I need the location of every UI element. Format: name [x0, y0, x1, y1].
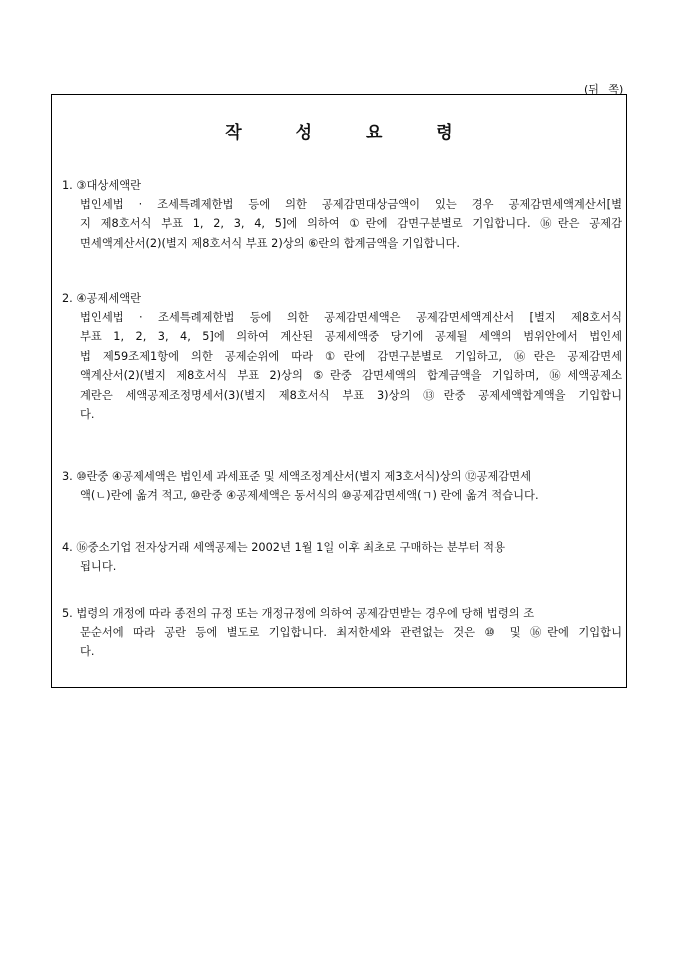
section-heading: 1. ③대상세액란 — [62, 179, 142, 192]
section-line: 액(ㄴ)란에 옮겨 적고, ⑩란중 ④공제세액은 동서식의 ⑩공제감면세액(ㄱ) 란에 옮겨 적습니다. — [80, 489, 539, 502]
section-heading: 2. ④공제세액란 — [62, 292, 142, 305]
section-line: 계란은 세액공제조정명세서(3)(별지 제8호서식 부표 3)상의 ⑬란중 공제세액합계액을 기입합니 — [80, 388, 622, 402]
section-2 — [62, 289, 622, 424]
section-3 — [62, 467, 622, 505]
section-heading: 5. 법령의 개정에 따라 종전의 규정 또는 개정규정에 의하여 공제감면받는 경우에 당해 법령의 조 — [62, 607, 535, 620]
section-1 — [62, 176, 622, 253]
section-line: 부표 1, 2, 3, 4, 5]에 의하여 계산된 공제세액중 당기에 공제될 세액의 범위안에서 법인세 — [80, 330, 622, 344]
section-line: 법인세법 · 조세특례제한법 등에 의한 공제감면세액은 공제감면세액계산서 [별지 제8호서식 — [80, 311, 622, 324]
section-line: 다. — [80, 407, 95, 421]
section-line: 법 제59조제1항에 의한 공제순위에 따라 ①란에 감면구분별로 기입하고, ⑯란은 공제감면세 — [80, 349, 622, 363]
section-4 — [62, 538, 622, 576]
section-line: 다. — [80, 645, 95, 659]
section-line: 지 제8호서식 부표 1, 2, 3, 4, 5]에 의하여 ①란에 감면구분별로 기입합니다. ⑯란은 공제감 — [80, 217, 622, 231]
section-line: 문순서에 따라 공란 등에 별도로 기입합니다. 최저한세와 관련없는 것은 ⑩ 및 ⑯란에 기입합니 — [80, 626, 622, 639]
section-heading: 3. ⑩란중 ④공제세액은 법인세 과세표준 및 세액조정계산서(별지 제3호서식)상의 ⑫공제감면세 — [62, 470, 532, 483]
page-side-label: (뒤 쪽) — [584, 83, 624, 96]
section-line: 됩니다. — [80, 560, 117, 573]
section-5 — [62, 604, 622, 662]
section-line: 액계산서(2)(별지 제8호서식 부표 2)상의 ⑤란중 감면세액의 합계금액을 기입하며, ⑯세액공제소 — [80, 369, 622, 383]
document-title: 작 성 요 령 — [225, 123, 453, 143]
section-line: 법인세법 · 조세특례제한법 등에 의한 공제감면대상금액이 있는 경우 공제감면세액계산서[별 — [80, 198, 622, 211]
section-heading: 4. ⑯중소기업 전자상거래 세액공제는 2002년 1월 1일 이후 최초로 구매하는 분부터 적용 — [62, 541, 505, 554]
section-line: 면세액계산서(2)(별지 제8호서식 부표 2)상의 ⑥란의 합계금액을 기입합니다. — [80, 236, 461, 250]
